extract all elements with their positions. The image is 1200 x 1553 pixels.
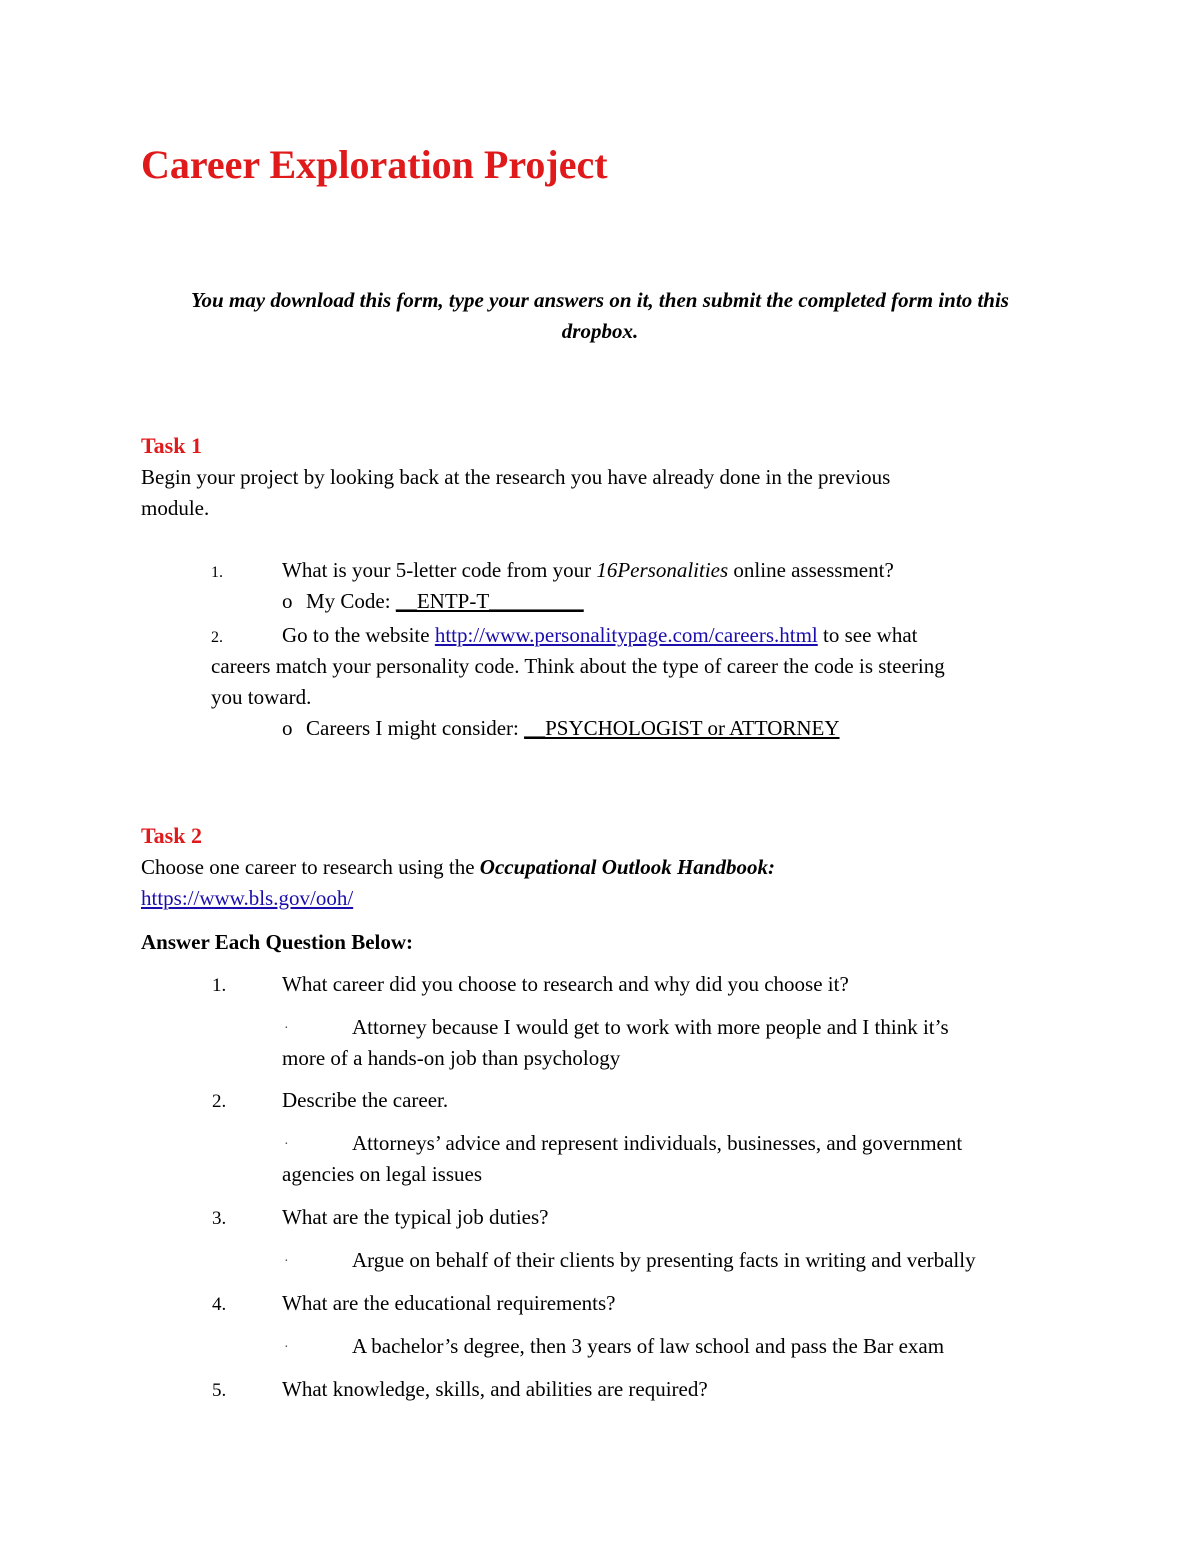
task1-q1-prefix: What is your 5-letter code from your — [282, 558, 597, 582]
task1-text-line-1: Begin your project by looking back at the research you have already done in the previous — [141, 465, 891, 489]
task2-q1-answer-line-1: Attorney because I would get to work with more people and I think it’s — [352, 1015, 949, 1039]
task2-q1-answer-line-2: more of a hands-on job than psychology — [282, 1046, 621, 1070]
task2-q4-number: 4. — [212, 1294, 227, 1315]
task1-heading: Task 1 — [141, 433, 202, 458]
task1-q1-suffix: online assessment? — [728, 558, 894, 582]
task1-q2-line-1 — [282, 620, 918, 651]
my-code-answer: __ENTP-T_________ — [395, 589, 584, 613]
page-title: Career Exploration Project — [141, 142, 608, 187]
task2-q2-answer-line-1: Attorneys’ advice and represent individuals, businesses, and government — [352, 1131, 963, 1155]
task2-q4-bullet: · — [284, 1340, 289, 1355]
task2-q2-number: 2. — [212, 1091, 227, 1112]
task1-q2-line-3: you toward. — [211, 685, 312, 709]
task1-q2-answer — [306, 713, 840, 744]
task1-q1-number: 1. — [211, 564, 223, 581]
task1-q2-sub-marker: o — [282, 716, 293, 740]
task2-q5-number: 5. — [212, 1380, 227, 1401]
intro-line-1: You may download this form, type your answers on it, then submit the completed form into this — [191, 288, 1009, 312]
intro-line-2: dropbox. — [561, 319, 639, 343]
task2-text — [141, 852, 775, 883]
personalitypage-link[interactable]: http://www.personalitypage.com/careers.html — [434, 623, 818, 647]
task2-q4-question: What are the educational requirements? — [282, 1291, 616, 1315]
task1-q2-suffix: to see what — [817, 623, 918, 647]
answer-heading: Answer Each Question Below: — [141, 930, 414, 954]
my-code-label: My Code: — [306, 589, 396, 613]
careers-answer: __PSYCHOLOGIST or ATTORNEY — [524, 716, 840, 740]
task1-q1-question — [282, 555, 894, 586]
task1-q2-number: 2. — [211, 629, 223, 646]
task2-q3-question: What are the typical job duties? — [282, 1205, 549, 1229]
task1-q1-answer — [306, 586, 584, 617]
intro-instructions — [130, 285, 1070, 347]
task2-q1-number: 1. — [212, 975, 227, 996]
task1-q1-sub-marker: o — [282, 589, 293, 613]
bls-ooh-link[interactable]: https://www.bls.gov/ooh/ — [141, 886, 354, 910]
task2-q4-answer-line-1: A bachelor’s degree, then 3 years of law school and pass the Bar exam — [352, 1334, 945, 1358]
task2-q1-question: What career did you choose to research and why did you choose it? — [282, 972, 849, 996]
task1-q2-prefix: Go to the website — [282, 623, 435, 647]
task2-q2-bullet: · — [284, 1137, 289, 1152]
task1-q2-line-2: careers match your personality code. Think about the type of career the code is steering — [211, 654, 945, 678]
task2-q5-question: What knowledge, skills, and abilities are required? — [282, 1377, 708, 1401]
task2-text-prefix: Choose one career to research using the — [141, 855, 480, 879]
task2-q2-question: Describe the career. — [282, 1088, 449, 1112]
careers-label: Careers I might consider: — [306, 716, 525, 740]
task1-q1-italic: 16Personalities — [596, 558, 729, 582]
task2-q3-bullet: · — [284, 1254, 289, 1269]
task2-q1-bullet: · — [284, 1021, 289, 1036]
task1-text-line-2: module. — [141, 496, 210, 520]
task2-q3-answer-line-1: Argue on behalf of their clients by presenting facts in writing and verbally — [352, 1248, 976, 1272]
task2-q2-answer-line-2: agencies on legal issues — [282, 1162, 483, 1186]
task2-heading: Task 2 — [141, 823, 202, 848]
ooh-title: Occupational Outlook Handbook: — [479, 855, 775, 879]
task2-q3-number: 3. — [212, 1208, 227, 1229]
